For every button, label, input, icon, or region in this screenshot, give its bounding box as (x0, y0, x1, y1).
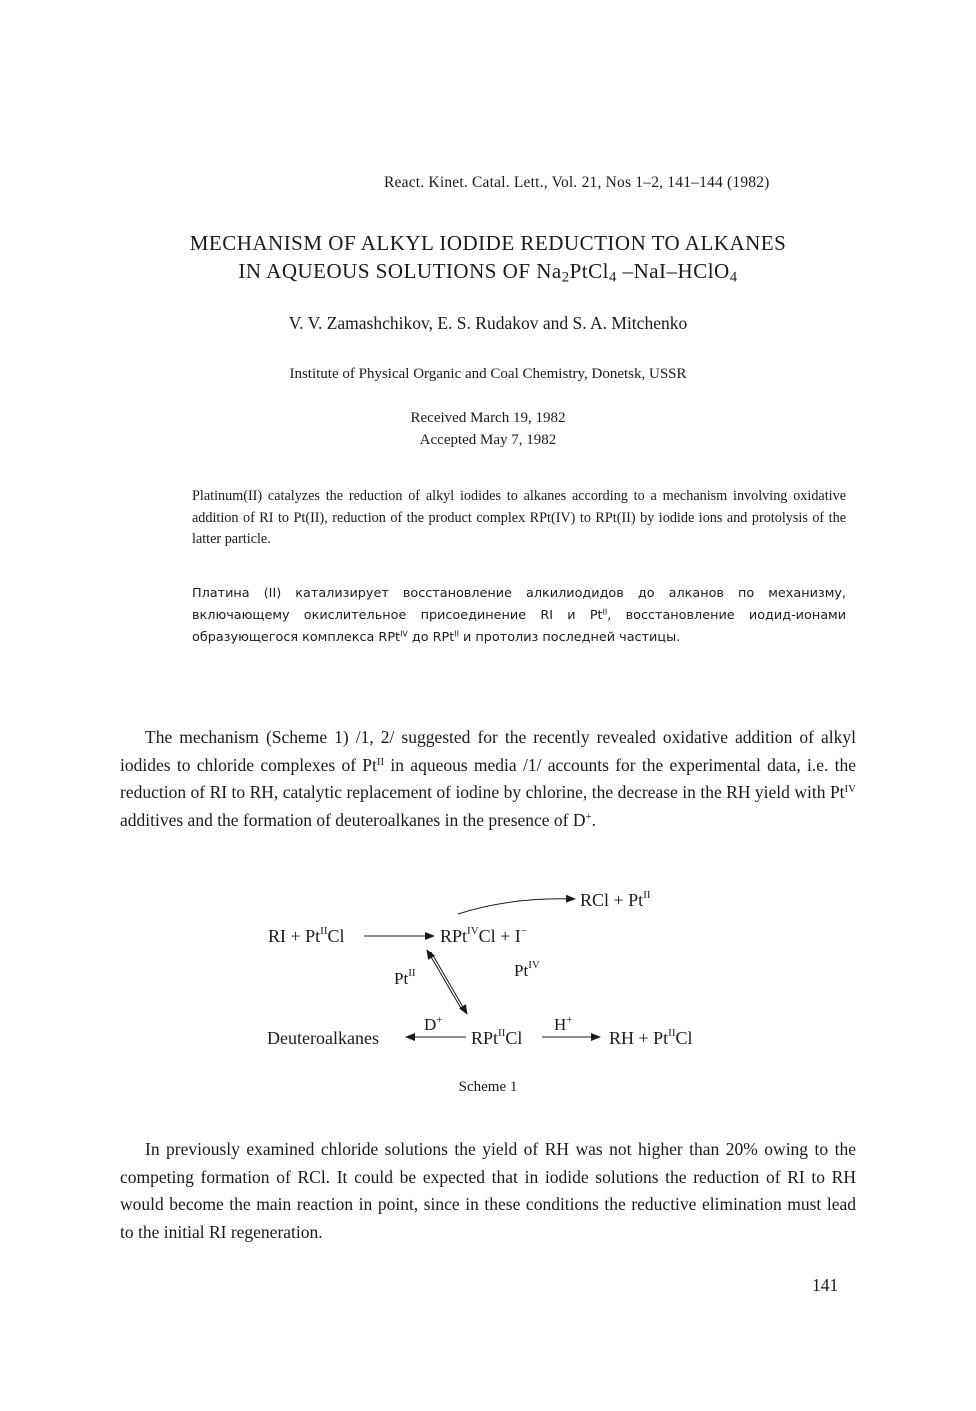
body-paragraph-2: In previously examined chloride solutions the yield of RH was not higher than 20% owing to the competing formation of RCl. It could be expected that in iodide solutions the reduction of RI to RH would become the main reaction in point, since in these conditions the reductive elimination must lead to the initial RI regeneration. (120, 1139, 856, 1242)
left-reactant: RI + $Pt^{II}Cl$ (268, 925, 345, 946)
title-text: –NaI–HClO (616, 259, 730, 283)
abstract-ru-text: , восстановление иодид-ионами образующегося комплекса RPt (192, 608, 847, 645)
final-product: RH + $Pt^{II}Cl$ (609, 1027, 693, 1048)
deuteroalkanes: Deuteroalkanes (267, 1028, 379, 1048)
abstract-ru-text: Платина (II) катализирует восстановление алкилиодидов до алканов по механизму, включающему окислительное присоединение RI и Pt (192, 586, 846, 623)
paragraph-text: in aqueous media /1/ accounts for the experimental data, i.e. the reduction of RI to RH, catalytic replacement of iodine by chlorine, the decrease in the RH yield with Pt (120, 754, 857, 802)
page-number: 141 (812, 1275, 839, 1295)
superscript: IV (400, 629, 408, 639)
arrow-to-rcl (458, 899, 575, 914)
title-line-1: MECHANISM OF ALKYL IODIDE REDUCTION TO ALKANES (189, 231, 787, 255)
superscript: II (602, 607, 608, 617)
scheme-caption: Scheme 1 (458, 1079, 518, 1095)
superscript: II (454, 629, 459, 639)
superscript: IV (844, 783, 856, 796)
superscript: + (585, 810, 592, 823)
paragraph-text: The mechanism (Scheme 1) /1, 2/ suggested for the recently revealed oxidative addition of alkyl iodides to chloride complexes of Pt (120, 727, 856, 775)
abstract-ru-text: и протолиз последней частицы. (458, 630, 681, 645)
paragraph-text: . (591, 809, 597, 830)
received-date: Received March 19, 1982 (410, 410, 566, 426)
accepted-date: Accepted May 7, 1982 (419, 432, 557, 448)
arrow-to-pt-iv (427, 950, 462, 1010)
abstract-english: Platinum(II) catalyzes the reduction of alkyl iodides to alkanes according to a mechanism involving oxidative addition of RI to Pt(II), reduction of the product complex RPt(IV) to RPt(II) by iodide ions and protolysis of the latter particle. (192, 488, 846, 547)
arrow-to-pt-ii (431, 952, 467, 1014)
affiliation: Institute of Physical Organic and Coal Chemistry, Donetsk, USSR (289, 366, 687, 382)
authors: V. V. Zamashchikov, E. S. Rudakov and S. A. Mitchenko (288, 313, 688, 333)
label-pt-iv: $Pt^{IV}$ (514, 959, 540, 980)
complex-pt-iv: RPt$^{IV}$Cl + I− (440, 925, 528, 946)
paragraph-text: additives and the formation of deuteroalkanes in the presence of D (120, 809, 586, 830)
abstract-ru-text: до RPt (407, 630, 455, 645)
title-text: PtCl (569, 259, 609, 283)
label-d-plus: D+ (424, 1014, 443, 1034)
title-subscript: 2 (561, 269, 570, 286)
title-subscript: 4 (608, 269, 617, 286)
superscript: II (376, 755, 385, 768)
label-pt-ii: $Pt^{II}$ (394, 967, 416, 988)
journal-reference: React. Kinet. Catal. Lett., Vol. 21, Nos 1–2, 141–144 (1982) (384, 174, 770, 191)
title-text: IN AQUEOUS SOLUTIONS OF Na (238, 259, 562, 283)
label-h-plus: H+ (554, 1014, 573, 1034)
title-subscript: 4 (729, 269, 738, 286)
upper-product: RCl + $Pt^{II}$ (580, 889, 651, 910)
complex-pt-ii: RPt$^{II}$Cl (471, 1027, 523, 1048)
